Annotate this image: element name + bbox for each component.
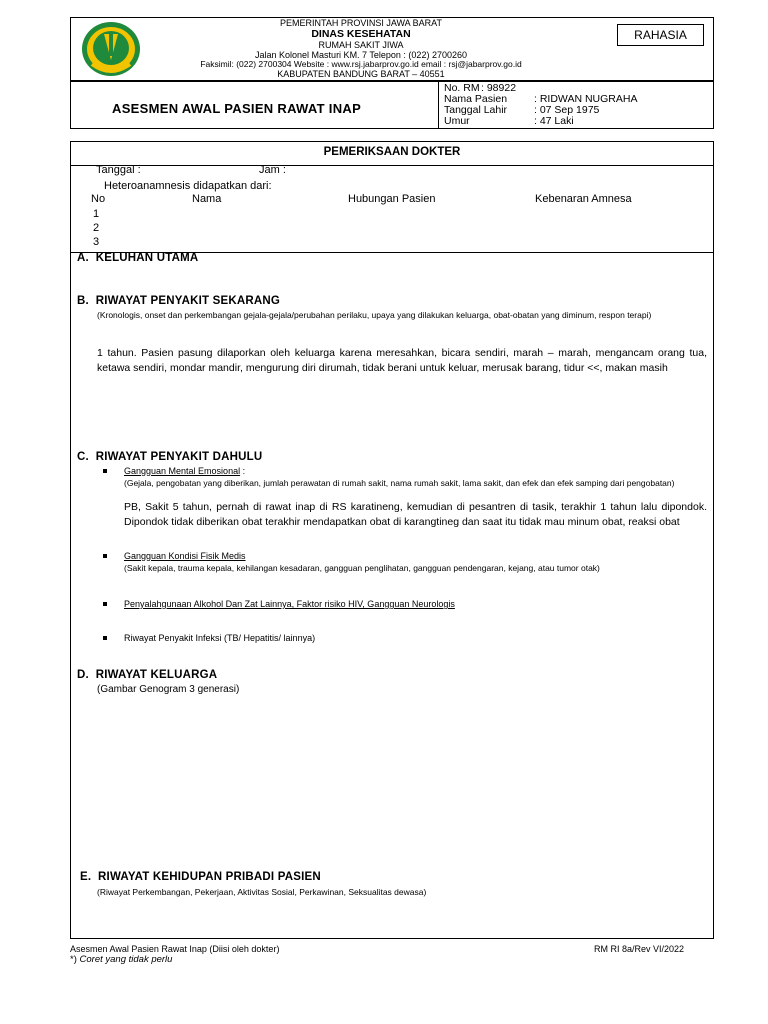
section-d-title: D. RIWAYAT KELUARGA <box>77 669 218 681</box>
contact-info: Faksimil: (022) 2700304 Website : www.rsj.jabarprov.go.id email : rsj@jabarprov.go.id <box>200 59 522 69</box>
bullet-icon <box>103 636 107 640</box>
substance-abuse-title: Penyalahgunaan Alkohol Dan Zat Lainnya, Faktor risiko HIV, Gangguan Neurologis <box>124 599 455 609</box>
footer-note-star: *) <box>70 954 77 965</box>
hospital-name: RUMAH SAKIT JIWA <box>318 40 404 50</box>
footer-note-text: Coret yang tidak perlu <box>79 954 173 965</box>
patient-dob-label: Tanggal Lahir <box>444 104 508 116</box>
section-e-title: E. RIWAYAT KEHIDUPAN PRIBADI PASIEN <box>80 871 321 883</box>
mental-emotional-text: PB, Sakit 5 tahun, pernah di rawat inap di RS karatineng, kemudian di pesantren di tasik, terakhir 1 tahun lalu dipondok. Dipondok tidak diberikan obat terakhir mendapatkan obat di karangtineg dan saat itu tidak mau minum obat, reaksi obat <box>124 501 707 528</box>
west-java-emblem-icon <box>80 20 142 78</box>
footer-right: RM RI 8a/Rev VI/2022 <box>594 944 685 954</box>
section-c-title: C. RIWAYAT PENYAKIT DAHULU <box>77 451 263 463</box>
title-divider <box>438 81 439 129</box>
patient-name-value: : RIDWAN NUGRAHA <box>534 93 638 105</box>
exam-title: PEMERIKSAAN DOKTER <box>323 146 461 158</box>
mental-emotional-colon: : <box>240 466 246 476</box>
section-d-hint: (Gambar Genogram 3 generasi) <box>97 684 240 695</box>
patient-age-value: : 47 Laki <box>534 115 574 127</box>
gov-name: PEMERINTAH PROVINSI JAWA BARAT <box>279 18 443 28</box>
exam-date-label: Tanggal : <box>96 164 141 176</box>
section-b-hint: (Kronologis, onset dan perkembangan gejala-gejala/perubahan perilaku, upaya yang dilakukan keluarga, obat-obatan yang diminum, respon terapi) <box>97 310 652 320</box>
bullet-icon <box>103 554 107 558</box>
classification-badge <box>617 24 704 46</box>
section-a-title: A. KELUHAN UTAMA <box>77 252 199 264</box>
section-b-text: 1 tahun. Pasien pasung dilaporkan oleh keluarga karena meresahkan, bicara sendiri, marah – marah, mengancam orang tua, ketawa sendiri, mondar mandir, mengurung diri dirumah, tidak berani untuk keluar, merusak barang, tidur <<, makan masih <box>97 347 707 374</box>
mental-emotional-hint: (Gejala, pengobatan yang diberikan, jumlah perawatan di rumah sakit, nama rumah sakit, lama sakit, dan efek dan efek samping dari pengobatan) <box>124 478 675 488</box>
bullet-icon <box>103 469 107 473</box>
section-e-hint: (Riwayat Perkembangan, Pekerjaan, Aktivitas Sosial, Perkawinan, Seksualitas dewasa) <box>97 887 427 897</box>
col-relation: Hubungan Pasien <box>348 193 436 205</box>
row-number: 3 <box>93 236 100 248</box>
col-accuracy: Kebenaran Amnesa <box>535 193 632 205</box>
classification-label: RAHASIA <box>634 28 687 42</box>
footer-note <box>70 954 172 965</box>
physical-condition-hint: (Sakit kepala, trauma kepala, kehilangan kesadaran, gangguan penglihatan, gangguan pendengaran, kejang, atau tumor otak) <box>124 563 600 573</box>
address: Jalan Kolonel Masturi KM. 7 Telepon : (022) 2700260 <box>255 50 467 60</box>
physical-condition-title: Gangguan Kondisi Fisik Medis <box>124 551 246 561</box>
col-no: No <box>91 193 106 205</box>
mental-emotional-title <box>124 465 245 477</box>
patient-name-label: Nama Pasien <box>444 93 508 105</box>
patient-rm-value: : 98922 <box>481 82 517 94</box>
row-number: 1 <box>93 208 100 220</box>
bullet-icon <box>103 602 107 606</box>
dept-name: DINAS KESEHATAN <box>311 28 411 40</box>
section-b-title: B. RIWAYAT PENYAKIT SEKARANG <box>77 295 281 307</box>
region: KABUPATEN BANDUNG BARAT – 40551 <box>277 69 445 79</box>
col-name: Nama <box>192 193 222 205</box>
row-number: 2 <box>93 222 100 234</box>
footer-left: Asesmen Awal Pasien Rawat Inap (Diisi oleh dokter) <box>70 944 280 954</box>
patient-dob-value: : 07 Sep 1975 <box>534 104 600 116</box>
heteroanamnesis-label: Heteroanamnesis didapatkan dari: <box>104 180 272 192</box>
form-title: ASESMEN AWAL PASIEN RAWAT INAP <box>112 101 362 116</box>
patient-rm-label: No. RM <box>444 82 480 94</box>
exam-time-label: Jam : <box>259 164 286 176</box>
mental-emotional-label: Gangguan Mental Emosional <box>124 466 241 476</box>
patient-age-label: Umur <box>444 115 470 127</box>
infection-history-title: Riwayat Penyakit Infeksi (TB/ Hepatitis/ lainnya) <box>124 633 316 643</box>
exam-title-divider <box>70 165 714 166</box>
